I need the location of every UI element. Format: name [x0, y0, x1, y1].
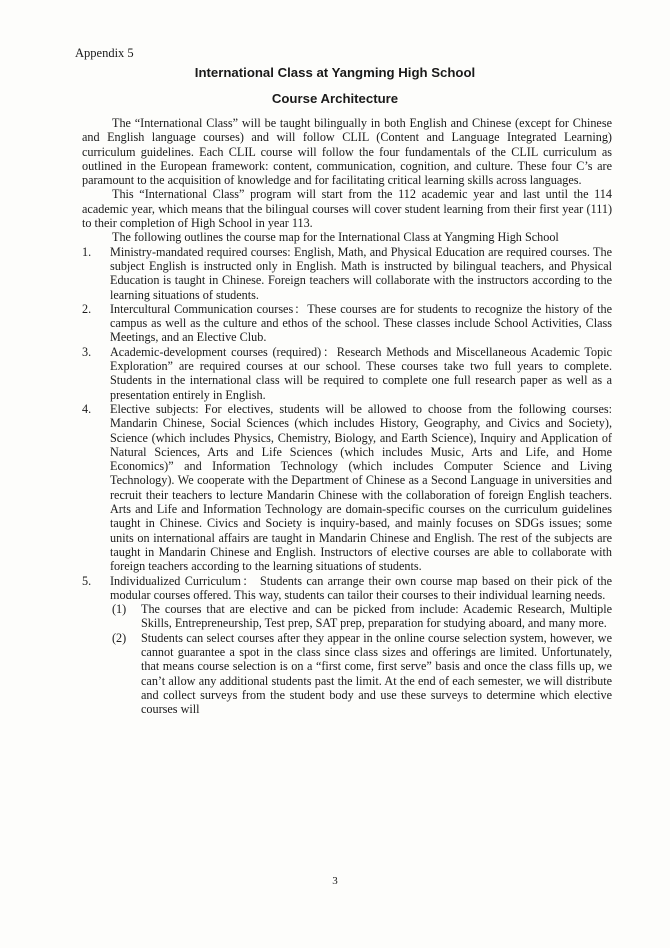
document-body [82, 116, 612, 716]
sub-list-item [110, 602, 612, 631]
list-item-number: 5. [82, 573, 92, 588]
sub-list-item-number: (1) [112, 602, 127, 617]
sub-list-item [110, 631, 612, 717]
list-item-text: Academic-development courses (required)：Research Methods and Miscellaneous Academic Topic Exploration” are required courses at our school. These courses take two full years to complete. Students in the international class will be required to complete one full research paper as well as a presentation entirely in English. [110, 344, 612, 402]
list-item-text: Individualized Curriculum： Students can arrange their own course map based on their pick of the modular courses offered. This way, students can tailor their courses to their individual learning needs. [110, 573, 612, 602]
document-title: International Class at Yangming High School [194, 65, 476, 80]
list-item [82, 345, 612, 402]
list-item-number: 4. [82, 401, 92, 416]
list-item-number: 1. [82, 244, 92, 259]
list-item [82, 574, 612, 717]
sub-list [110, 602, 612, 716]
list-item-number: 2. [82, 301, 92, 316]
intro-paragraph-1: The “International Class” will be taught bilingually in both English and Chinese (except for Chinese and English language courses) and will follow CLIL (Content and Language Integrated Learning) curriculum guidelines. Each CLIL course will follow the four fundamentals of the CLIL curriculum as outlined in the European framework: content, communication, cognition, and culture. These four C’s are paramount to the acquisition of knowledge and for facilitating critical learning skills across languages. [82, 116, 612, 188]
intro-paragraph-2: This “International Class” program will start from the 112 academic year and last until the 114 academic year, which means that the bilingual courses will cover student learning from their first year (111) to their completion of High School in year 113. [82, 187, 612, 231]
list-item-text: Ministry-mandated required courses: English, Math, and Physical Education are required courses. The subject English is instructed only in English. Math is instructed by bilingual teachers, and Physical Education is taught in Chinese. Foreign teachers will collaborate with the instructors according to the learning situations of students. [110, 244, 612, 302]
page-number: 3 [332, 875, 338, 887]
sub-list-item-number: (2) [112, 630, 127, 645]
sub-list-item-text: Students can select courses after they appear in the online course selection system, however, we cannot guarantee a spot in the class since class sizes and offerings are limited. Unfortunately, that means course selection is on a “first come, first serve” basis and once the class fills up, we can’t allow any additional students past the limit. At the end of each semester, we will distribute and collect surveys from the student body and use these surveys to determine which elective courses will [141, 630, 612, 717]
appendix-label: Appendix 5 [75, 46, 134, 60]
course-list [82, 245, 612, 717]
list-item-text: Elective subjects: For electives, students will be allowed to choose from the following courses: Mandarin Chinese, Social Sciences (which includes History, Geography, and Civics and Society), Science (which includes Physics, Chemistry, Biology, and Earth Science), Inquiry and Application of Natural Sciences, Arts and Life Sciences (which includes Music, Arts and Life, and Home Economics)” and Information Technology (which includes Computer Science and Living Technology). We cooperate with the Department of Chinese as a Second Language in universities and recruit their teachers to lecture Mandarin Chinese with the collaboration of foreign English teachers. Arts and Life and Information Technology are domain-specific courses on the curriculum guidelines taught in Chinese. Civics and Society is inquiry-based, and mainly focuses on SDGs issues; some units on international affairs are taught in Mandarin Chinese and English. The rest of the subjects are taught in Mandarin Chinese and English. Instructors of elective courses are able to collaborate with foreign teachers according to the learning situations of students. [110, 401, 612, 574]
list-item [82, 402, 612, 574]
list-item [82, 245, 612, 302]
list-item [82, 302, 612, 345]
list-item-number: 3. [82, 344, 92, 359]
list-item-text: Intercultural Communication courses：These courses are for students to recognize the history of the campus as well as the culture and ethos of the school. These classes include School Activities, Class Meetings, and an Elective Club. [110, 301, 612, 345]
document-subtitle: Course Architecture [271, 91, 399, 106]
sub-list-item-text: The courses that are elective and can be picked from include: Academic Research, Multiple Skills, Entrepreneurship, Test prep, SAT prep, preparation for studying aboard, and many more. [141, 602, 612, 631]
intro-paragraph-3: The following outlines the course map for the International Class at Yangming High School [112, 230, 559, 245]
